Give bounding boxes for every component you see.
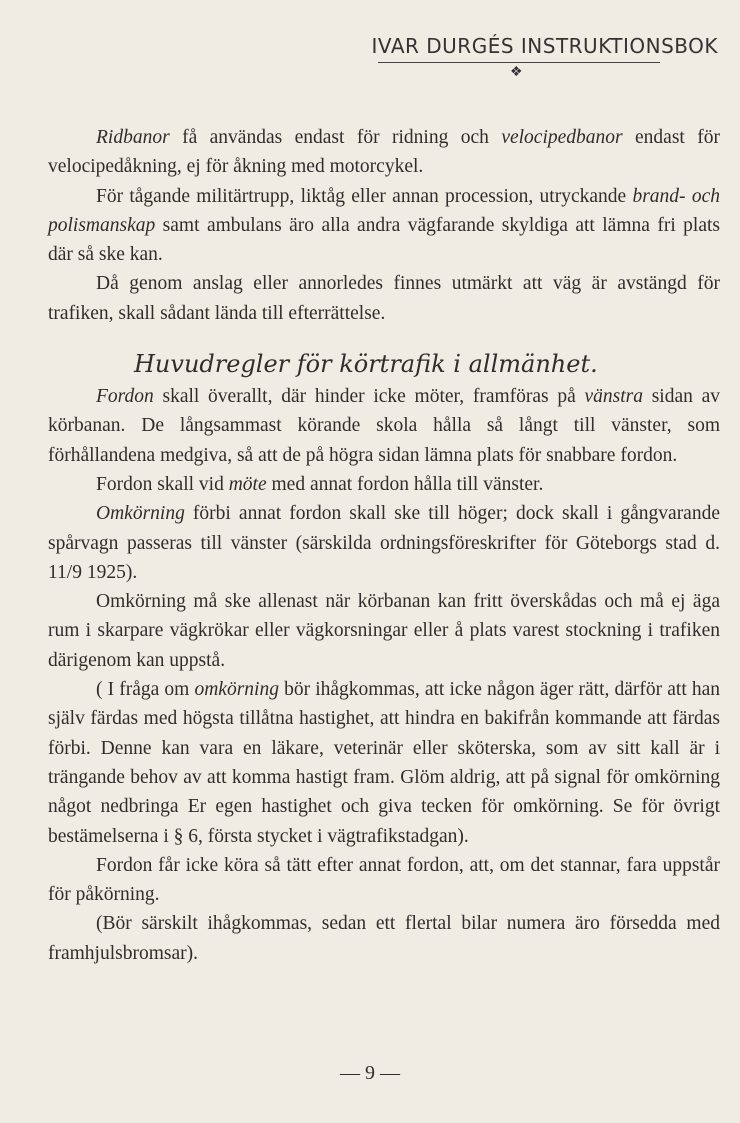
text-span: bör ihågkommas, att icke någon äger rätt, därför att han själv färdas med högsta tillåtna hastighet, att hindra en bakifrån kommande att färdas förbi. Denne kan vara en läkare, veterinär eller sköterska, som av sitt kall är i trängande behov av att komma hastigt fram. Glöm aldrig, att på signal för omkörning något nedbringa Er egen hastighet och giva tecken för omkörning. Se för övrigt bestämelserna i § 6, första stycket i vägtrafikstadgan). (48, 679, 721, 847)
paragraph-omkorning (48, 499, 720, 587)
paragraph-avstangd: Då genom anslag eller annorledes finnes utmärkt att väg är avstängd för trafiken, skall sådant lända till efterrättelse. (48, 273, 720, 324)
text-span: med annat fordon hålla till vänster. (266, 473, 544, 495)
term-vanstra: vänstra (584, 386, 643, 408)
term-ridbanor: Ridbanor (96, 127, 170, 148)
term-velocipedbanor: velocipedbanor (501, 127, 623, 148)
term-omkorning-2: omkörning (194, 679, 279, 701)
paragraph-fordon (48, 382, 720, 470)
term-mote: möte (228, 473, 267, 495)
text-span: endast för velocipedåkning, ej för åkning med motorcykel. (48, 127, 720, 178)
text-span: samt ambulans äro alla andra vägfarande skyldiga att lämna fri plats där så ske kan. (48, 214, 720, 266)
paragraph-procession (48, 182, 720, 270)
paragraph-ihagkommas (48, 675, 720, 851)
text-span: Fordon skall vid (96, 473, 229, 495)
paragraph-ridbanor (48, 123, 720, 182)
ornament-icon: ❖ (510, 64, 523, 80)
term-fordon: Fordon (96, 386, 154, 408)
paragraph-mote (48, 470, 720, 499)
text-span: sidan av körbanan. De långsammast körande skola hålla så långt till vänster, som förhållandena medgiva, så att de på högra sidan lämna plats för snabbare fordon. (48, 386, 720, 466)
text-span: ( I fråga om (96, 679, 195, 701)
paragraph-omkorning-ma: Omkörning må ske allenast när körbanan kan fritt överskådas och må ej äga rum i skarpare vägkrökar eller vägkorsningar eller å plats varest stockning i trafiken därigenom kan uppstå. (48, 591, 720, 671)
term-brand-polismanskap: brand- och polismanskap (48, 185, 720, 236)
text-span: få användas endast för ridning och (169, 127, 502, 148)
paragraph-framhjulsbromsar: (Bör särskilt ihågkommas, sedan ett flertal bilar numera äro försedda med framhjulsbromsar). (48, 913, 720, 964)
body-text (48, 123, 720, 968)
section-heading: Huvudregler för körtrafik i allmänhet. (134, 350, 598, 379)
text-span: förbi annat fordon skall ske till höger; dock skall i gångvarande spårvagn passeras till vänster (särskilda ordningsföreskrifter för Göteborgs stad d. 11/9 1925). (48, 503, 720, 583)
text-span: skall överallt, där hinder icke möter, framföras på (153, 386, 585, 408)
paragraph-tatt-efter: Fordon får icke köra så tätt efter annat fordon, att, om det stannar, fara uppstår för påkörning. (48, 854, 720, 906)
term-omkorning: Omkörning (96, 503, 185, 525)
header-rule (378, 62, 660, 63)
page-number: — 9 — (340, 1062, 400, 1084)
text-span: För tågande militärtrupp, liktåg eller annan procession, utryckande (96, 185, 633, 207)
running-header: IVAR DURGÉS INSTRUKTIONSBOK (371, 34, 718, 58)
